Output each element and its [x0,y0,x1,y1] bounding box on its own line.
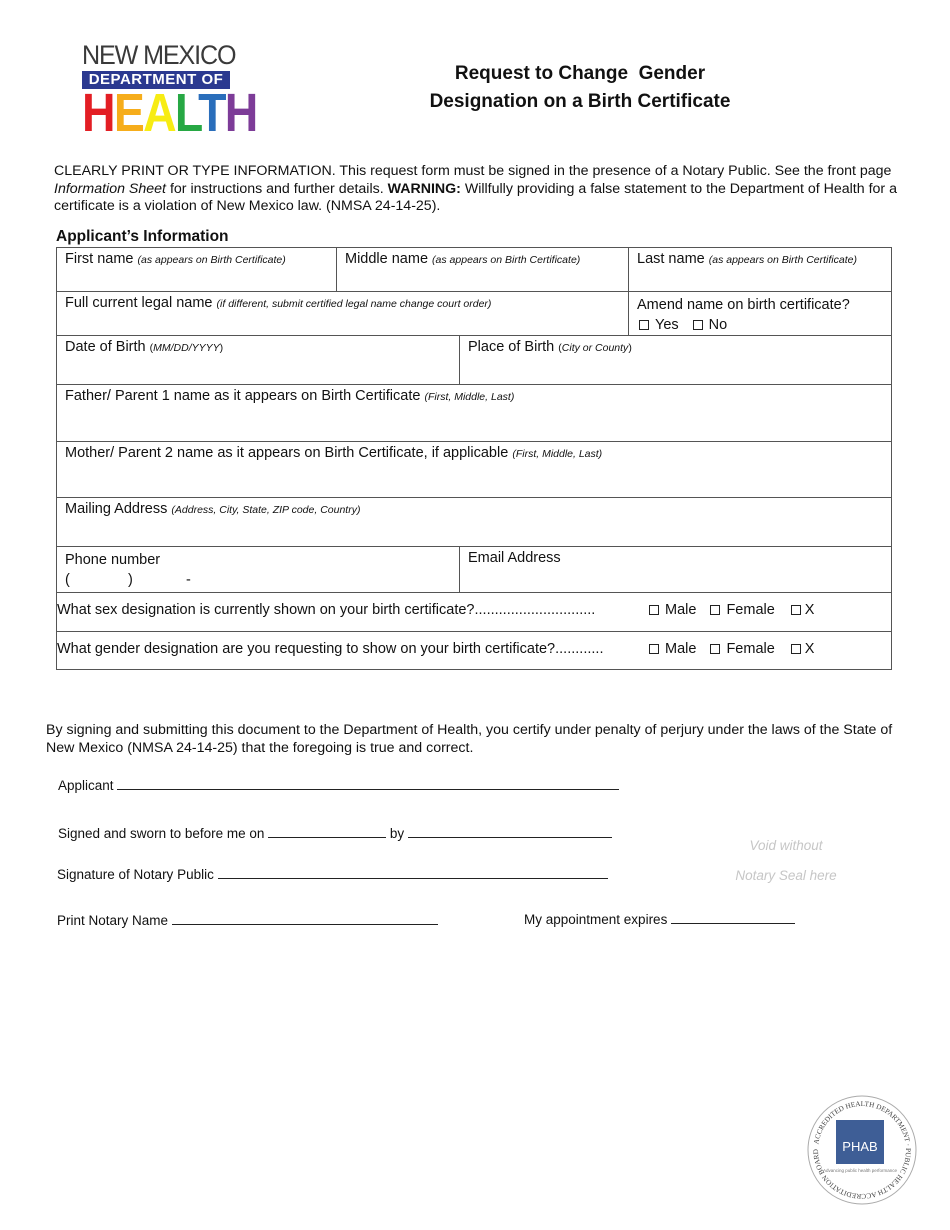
amend-name-label: Amend name on birth certificate? [637,297,850,313]
applicant-section-heading: Applicant’s Information [56,228,229,245]
parent2-row [56,442,892,498]
requested-x-checkbox[interactable] [791,644,801,654]
pob-hint: City or County [561,342,629,354]
notary-name-line [57,912,438,928]
legal-name-hint: (if different, submit certified legal name change court order) [216,298,492,310]
current-sex-options [637,602,814,618]
email-field[interactable] [459,547,893,592]
sworn-by-label: by [389,826,405,841]
appointment-label: My appointment expires [524,912,668,927]
notary-signature-field[interactable] [218,866,608,879]
legal-name-label: Full current legal name [65,295,213,311]
logo-letter: L [174,83,199,143]
parent1-field[interactable] [57,385,893,441]
nmdoh-logo [82,40,257,143]
requested-gender-question: What gender designation are you requesting to show on your birth certificate?............ [57,641,604,657]
intro-text: CLEARLY PRINT OR TYPE INFORMATION. This request form must be signed in the presence of a Notary Public. See the front page [54,163,892,179]
option-male-label: Male [665,641,697,657]
applicant-signature-label: Applicant [58,778,114,793]
amend-name-field [628,292,893,335]
warning-text: Willfully providing a false statement to the Department of Health for a certificate is a violation of New Mexico law. (NMSA 24-14-25). [54,180,897,214]
logo-department: DEPARTMENT OF [82,71,230,89]
amend-no-label: No [708,317,728,333]
middle-name-field[interactable] [336,248,628,291]
current-sex-row [56,593,892,632]
amend-no-checkbox[interactable] [693,320,703,330]
info-sheet-ref: Information Sheet [54,180,166,197]
pob-label: Place of Birth [468,339,555,355]
intro-paragraph [54,163,914,216]
option-female-label: Female [726,602,775,618]
amend-yes-label: Yes [655,317,679,333]
parent1-hint: (First, Middle, Last) [424,391,515,403]
last-name-field[interactable] [628,248,893,291]
requested-gender-row [56,632,892,670]
logo-letter: H [82,83,114,143]
dob-field[interactable]: Date of Birth (MM/DD/YYYY) [65,339,224,355]
parent1-label: Father/ Parent 1 name as it appears on Birth Certificate [65,388,421,404]
birth-row [56,336,892,385]
current-female-checkbox[interactable] [710,605,720,615]
form-title-line2: Designation on a Birth Certificate [429,91,731,112]
legal-name-field[interactable] [57,292,628,335]
logo-new-mexico: NEW MEXICO [82,40,236,70]
pob-field[interactable]: Place of Birth (City or County) [459,336,893,384]
sworn-date-field[interactable] [268,825,386,838]
logo-letter: E [113,83,144,143]
last-name-label: Last name [637,251,705,267]
option-male-label: Male [665,602,697,618]
requested-male-checkbox[interactable] [649,644,659,654]
current-x-checkbox[interactable] [791,605,801,615]
option-x-label: X [804,602,815,618]
mailing-hint: (Address, City, State, ZIP code, Country) [171,504,361,516]
phab-ring-text-span: ACCREDITED HEALTH DEPARTMENT · PUBLIC HEALTH ACCREDITATION BOARD [811,1099,913,1201]
form-title-line1: Request to Change Gender [454,63,706,84]
legal-name-row [56,292,892,336]
sworn-line [58,825,612,841]
first-name-label: First name [65,251,134,267]
logo-letter: H [224,83,257,143]
logo-letter: A [143,83,175,143]
amend-yes-checkbox[interactable] [639,320,649,330]
dob-hint: MM/DD/YYYY [153,342,220,354]
names-row [56,247,892,292]
intro-text: for instructions and further details. [166,180,388,197]
phone-dash: - [186,572,191,588]
email-label: Email Address [468,550,561,566]
appointment-line [524,911,795,927]
option-x-label: X [804,641,815,657]
phab-tagline: Advancing public health performance [822,1168,898,1173]
mailing-label: Mailing Address [65,501,168,517]
current-male-checkbox[interactable] [649,605,659,615]
parent2-hint: (First, Middle, Last) [512,448,603,460]
warning-label: WARNING: [387,180,461,197]
parent2-field[interactable] [57,442,893,497]
option-female-label: Female [726,641,775,657]
certification-statement: By signing and submitting this document to the Department of Health, you certify under penalty of perjury under the laws of the State of New Mexico (NMSA 24-14-25) that the foregoing is true and correct. [46,722,893,756]
phone-field[interactable] [57,547,459,592]
current-sex-question: What sex designation is currently shown on your birth certificate?.............................. [57,602,596,618]
seal-note-line2: Notary Seal here [735,868,837,883]
phone-label: Phone number [65,552,161,568]
notary-name-label: Print Notary Name [57,913,169,928]
mailing-field[interactable] [57,498,893,546]
first-name-field[interactable] [57,248,336,291]
dob-label: Date of Birth [65,339,146,355]
middle-name-hint: (as appears on Birth Certificate) [432,254,581,266]
requested-female-checkbox[interactable] [710,644,720,654]
phone-paren-open: ( [65,572,70,588]
phab-accreditation-seal [806,1094,918,1206]
contact-row [56,547,892,593]
logo-health [82,83,257,143]
applicant-signature-line [58,777,619,793]
logo-letter: T [198,83,225,143]
appointment-field[interactable] [671,911,795,924]
notary-signature-line [57,866,608,882]
middle-name-label: Middle name [345,251,429,267]
notary-signature-label: Signature of Notary Public [57,867,214,882]
phab-abbr: PHAB [842,1139,878,1154]
mailing-row [56,498,892,547]
phone-paren-close: ) [128,572,133,588]
sworn-label: Signed and sworn to before me on [58,826,265,841]
first-name-hint: (as appears on Birth Certificate) [137,254,286,266]
requested-gender-options [637,641,814,657]
form-title [360,60,800,116]
sworn-by-field[interactable] [408,825,612,838]
parent1-row [56,385,892,442]
notary-name-field[interactable] [172,912,438,925]
applicant-signature-field[interactable] [117,777,619,790]
parent2-label: Mother/ Parent 2 name as it appears on Birth Certificate, if applicable [65,445,509,461]
last-name-hint: (as appears on Birth Certificate) [708,254,857,266]
seal-note-line1: Void without [749,838,823,853]
